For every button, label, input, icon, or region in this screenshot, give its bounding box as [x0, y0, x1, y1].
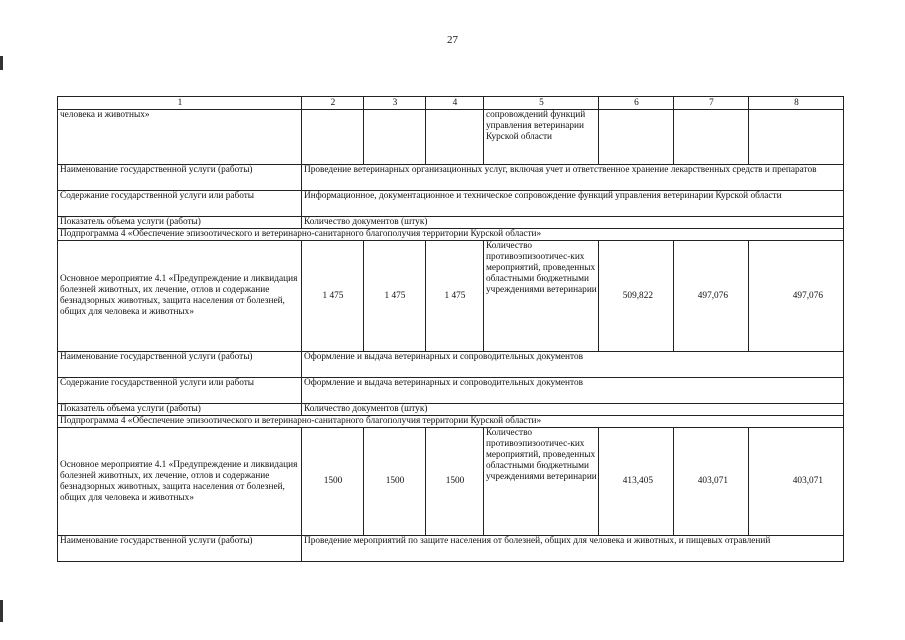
subprogram-row [58, 416, 844, 428]
header-cell: 8 [749, 97, 844, 110]
value-col-7: 497,076 [674, 241, 749, 352]
scan-edge-mark [0, 600, 3, 622]
subprogram-row [58, 229, 844, 241]
service-name-row [58, 165, 844, 191]
value-col-6: 413,405 [599, 428, 674, 536]
empty-cell [364, 110, 426, 165]
service-content-row [58, 191, 844, 217]
service-name-label: Наименование государственной услуги (работы) [58, 165, 302, 191]
service-content-label: Содержание государственной услуги или работы [58, 191, 302, 217]
cont-measure-cell: человека и животных» [58, 110, 302, 165]
service-content-value: Оформление и выдача ветеринарных и сопроводительных документов [302, 378, 844, 404]
subprogram-title: Подпрограмма 4 «Обеспечение эпизоотического и ветеринарно-санитарного благополучия территории Курской области» [58, 416, 844, 428]
value-col-7: 403,071 [674, 428, 749, 536]
service-content-row [58, 378, 844, 404]
value-col-3: 1500 [364, 428, 426, 536]
empty-cell [302, 110, 364, 165]
empty-cell [426, 110, 484, 165]
value-col-4: 1500 [426, 428, 484, 536]
header-row [58, 97, 844, 110]
service-name-value: Проведение ветеринарных организационных услуг, включая учет и ответственное хранение лекарственных средств и препаратов [302, 165, 844, 191]
subprogram-title: Подпрограмма 4 «Обеспечение эпизоотического и ветеринарно-санитарного благополучия территории Курской области» [58, 229, 844, 241]
header-cell: 1 [58, 97, 302, 110]
header-cell: 7 [674, 97, 749, 110]
empty-cell [599, 110, 674, 165]
service-name-row [58, 536, 844, 562]
indicator-row [58, 404, 844, 416]
measure-row [58, 428, 844, 536]
continuation-row [58, 110, 844, 165]
indicator-label: Показатель объема услуги (работы) [58, 217, 302, 229]
service-content-label: Содержание государственной услуги или работы [58, 378, 302, 404]
service-name-label: Наименование государственной услуги (работы) [58, 352, 302, 378]
measure-title: Основное мероприятие 4.1 «Предупреждение и ликвидация болезней животных, их лечение, отлов и содержание безнадзорных животных, защита населения от болезней, общих для человека и животных» [58, 428, 302, 536]
indicator-value: Количество документов (штук) [302, 217, 844, 229]
service-name-label: Наименование государственной услуги (работы) [58, 536, 302, 562]
header-cell: 2 [302, 97, 364, 110]
empty-cell [674, 110, 749, 165]
value-col-4: 1 475 [426, 241, 484, 352]
scan-edge-mark [0, 56, 3, 70]
empty-cell [749, 110, 844, 165]
header-cell: 6 [599, 97, 674, 110]
cont-indicator-cell: сопровождений функций управления ветеринарии Курской области [484, 110, 599, 165]
header-cell: 4 [426, 97, 484, 110]
value-col-8: 403,071 [749, 428, 844, 536]
indicator-description: Количество противоэпизоотичес-ких мероприятий, проведенных областными бюджетными учреждениями ветеринарии [484, 428, 599, 536]
page-number: 27 [447, 34, 458, 46]
header-cell: 3 [364, 97, 426, 110]
service-content-value: Информационное, документационное и техническое сопровождение функций управления ветеринарии Курской области [302, 191, 844, 217]
service-name-value: Оформление и выдача ветеринарных и сопроводительных документов [302, 352, 844, 378]
value-col-2: 1 475 [302, 241, 364, 352]
measure-row [58, 241, 844, 352]
value-col-8: 497,076 [749, 241, 844, 352]
measure-title: Основное мероприятие 4.1 «Предупреждение и ликвидация болезней животных, их лечение, отлов и содержание безнадзорных животных, защита населения от болезней, общих для человека и животных» [58, 241, 302, 352]
service-name-row [58, 352, 844, 378]
value-col-2: 1500 [302, 428, 364, 536]
value-col-6: 509,822 [599, 241, 674, 352]
indicator-row [58, 217, 844, 229]
value-col-3: 1 475 [364, 241, 426, 352]
header-cell: 5 [484, 97, 599, 110]
service-name-value: Проведение мероприятий по защите населения от болезней, общих для человека и животных, и пищевых отравлений [302, 536, 844, 562]
indicator-value: Количество документов (штук) [302, 404, 844, 416]
document-table [57, 96, 844, 562]
indicator-label: Показатель объема услуги (работы) [58, 404, 302, 416]
indicator-description: Количество противоэпизоотичес-ких мероприятий, проведенных областными бюджетными учреждениями ветеринарии [484, 241, 599, 352]
